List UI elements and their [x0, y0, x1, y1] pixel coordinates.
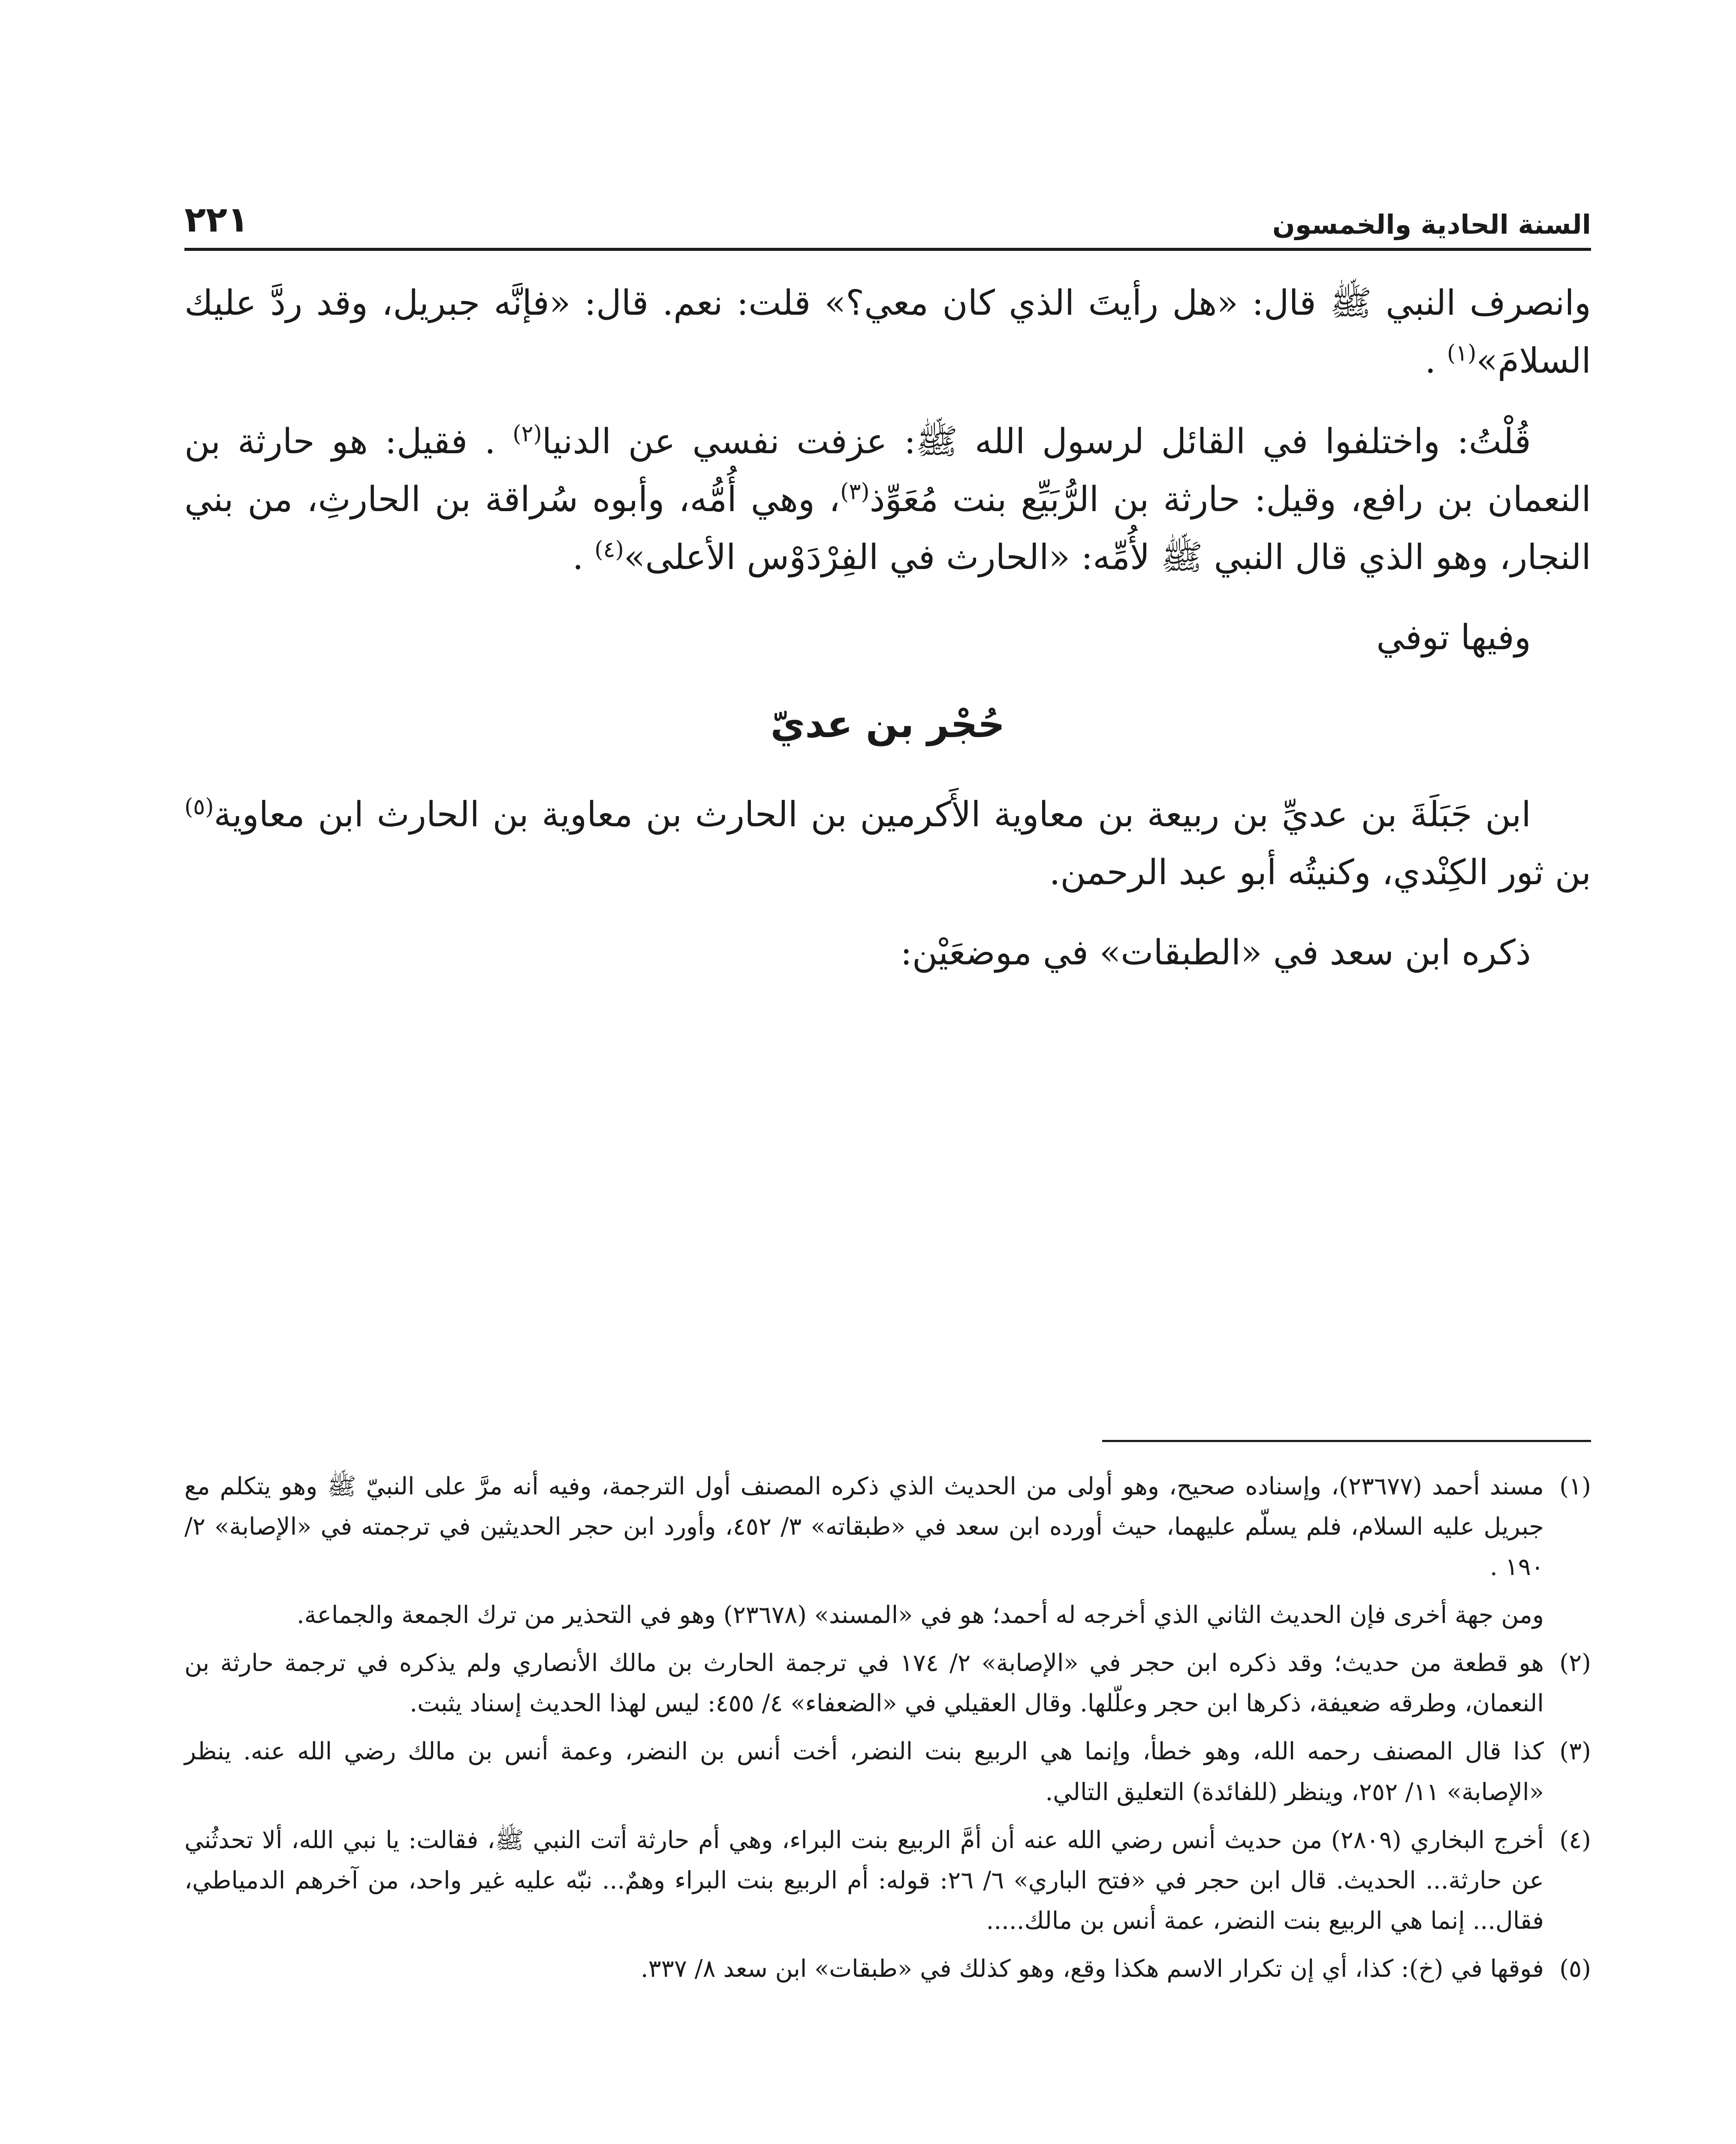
book-page: [184, 0, 1591, 2144]
footnote-ref-5: (٥): [184, 794, 214, 820]
footnote-3: [184, 1731, 1591, 1812]
footnote-1-text: مسند أحمد (٢٣٦٧٧)، وإسناده صحيح، وهو أولى من الحديث الذي ذكره المصنف أول الترجمة، وفيه أنه مرَّ على النبيّ ﷺ وهو يتكلم مع جبريل عليه السلام، فلم يسلّم عليهما، حيث أورده ابن سعد في «طبقاته» ٣/ ٤٥٢، وأورد ابن حجر الحديثين في ترجمته في «الإصابة» ٢/ ١٩٠ .: [184, 1472, 1544, 1581]
page-number: ٢٢١: [184, 199, 249, 240]
footnote-ref-4: (٤): [594, 537, 624, 563]
footnote-5: [184, 1949, 1591, 1989]
page-header: [184, 167, 1591, 240]
main-text: [184, 274, 1591, 1004]
footnote-divider: [1102, 1440, 1591, 1442]
paragraph-2-text-c: ، وهي أُمُّه، وأبوه سُراقة بن الحارثِ، من بني النجار، وهو الذي قال النبي ﷺ لأُمِّه: «الحارث في الفِرْدَوْس الأعلى»: [184, 479, 1591, 578]
paragraph-3: وفيها توفي: [1376, 617, 1531, 658]
paragraph-1: [184, 274, 1591, 391]
footnote-1: [184, 1466, 1591, 1587]
footnotes: [184, 1466, 1591, 1997]
paragraph-2-text-a: قُلْتُ: واختلفوا في القائل لرسول الله ﷺ: عزفت نفسي عن الدنيا: [542, 421, 1531, 462]
footnote-5-text: فوقها في (خ): كذا، أي إن تكرار الاسم هكذا وقع، وهو كذلك في «طبقات» ابن سعد ٨/ ٣٣٧.: [640, 1954, 1544, 1983]
footnote-2-number: (٢): [1559, 1649, 1591, 1677]
footnote-ref-3: (٣): [840, 479, 870, 505]
footnote-ref-1: (١): [1447, 340, 1477, 367]
footnote-ref-2: (٢): [512, 421, 542, 447]
footnote-5-number: (٥): [1559, 1954, 1591, 1983]
paragraph-2: [184, 413, 1591, 587]
paragraph-2-end: .: [572, 537, 584, 578]
paragraph-1-text: وانصرف النبي ﷺ قال: «هل رأيتَ الذي كان معي؟» قلت: نعم. قال: «فإنَّه جبريل، وقد ردَّ عليك السلامَ»: [184, 283, 1591, 382]
header-divider: [184, 248, 1591, 251]
footnote-3-text: كذا قال المصنف رحمه الله، وهو خطأ، وإنما هي الربيع بنت النضر، أخت أنس بن النضر، وعمة أنس بن مالك رضي الله عنه. ينظر «الإصابة» ١١/ ٢٥٢، وينظر (للفائدة) التعليق التالي.: [184, 1737, 1544, 1806]
footnote-4-text: أخرج البخاري (٢٨٠٩) من حديث أنس رضي الله عنه أن أمَّ الربيع بنت البراء، وهي أم حارثة أتت النبي ﷺ، فقالت: يا نبي الله، ألا تحدثُني عن حارثة... الحديث. قال ابن حجر في «فتح الباري» ٦/ ٢٦: قوله: أم الربيع بنت البراء وهمٌ... نبّه عليه غير واحد، من آخرهم الدمياطي، فقال... إنما هي الربيع بنت النضر، عمة أنس بن مالك.....: [184, 1826, 1544, 1935]
footnote-1-number: (١): [1559, 1472, 1591, 1500]
footnote-3-number: (٣): [1559, 1737, 1591, 1766]
paragraph-4-text-b: بن ثور الكِنْدي، وكنيتُه أبو عبد الرحمن.: [1049, 852, 1591, 893]
footnote-2: [184, 1643, 1591, 1724]
paragraph-5: ذكره ابن سعد في «الطبقات» في موضعَيْن:: [900, 933, 1531, 973]
paragraph-2-text-b: . فقيل: هو حارثة بن النعمان بن رافع، وقيل: حارثة بن الرُّبَيِّع بنت مُعَوِّذ: [184, 421, 1591, 520]
paragraph-1-end: .: [1425, 341, 1436, 382]
footnote-2-text: هو قطعة من حديث؛ وقد ذكره ابن حجر في «الإصابة» ٢/ ١٧٤ في ترجمة الحارث بن مالك الأنصاري ولم يذكره في ترجمة حارثة بن النعمان، وطرقه ضعيفة، ذكرها ابن حجر وعلّلها. وقال العقيلي في «الضعفاء» ٤/ ٤٥٥: ليس لهذا الحديث إسناد يثبت.: [184, 1649, 1544, 1718]
footnote-1-continuation: ومن جهة أخرى فإن الحديث الثاني الذي أخرجه له أحمد؛ هو في «المسند» (٢٣٦٧٨) وهو في التحذير من ترك الجمعة والجماعة.: [296, 1601, 1544, 1629]
footnote-4: [184, 1820, 1591, 1941]
footnote-4-number: (٤): [1559, 1826, 1591, 1854]
section-title: حُجْر بن عديّ: [770, 702, 1005, 746]
running-title: السنة الحادية والخمسون: [1272, 209, 1591, 240]
paragraph-4: [184, 786, 1591, 902]
paragraph-4-text-a: ابن جَبَلَةَ بن عديِّ بن ربيعة بن معاوية الأَكرمين بن الحارث بن معاوية بن الحارث ابن معاوية: [214, 794, 1531, 835]
